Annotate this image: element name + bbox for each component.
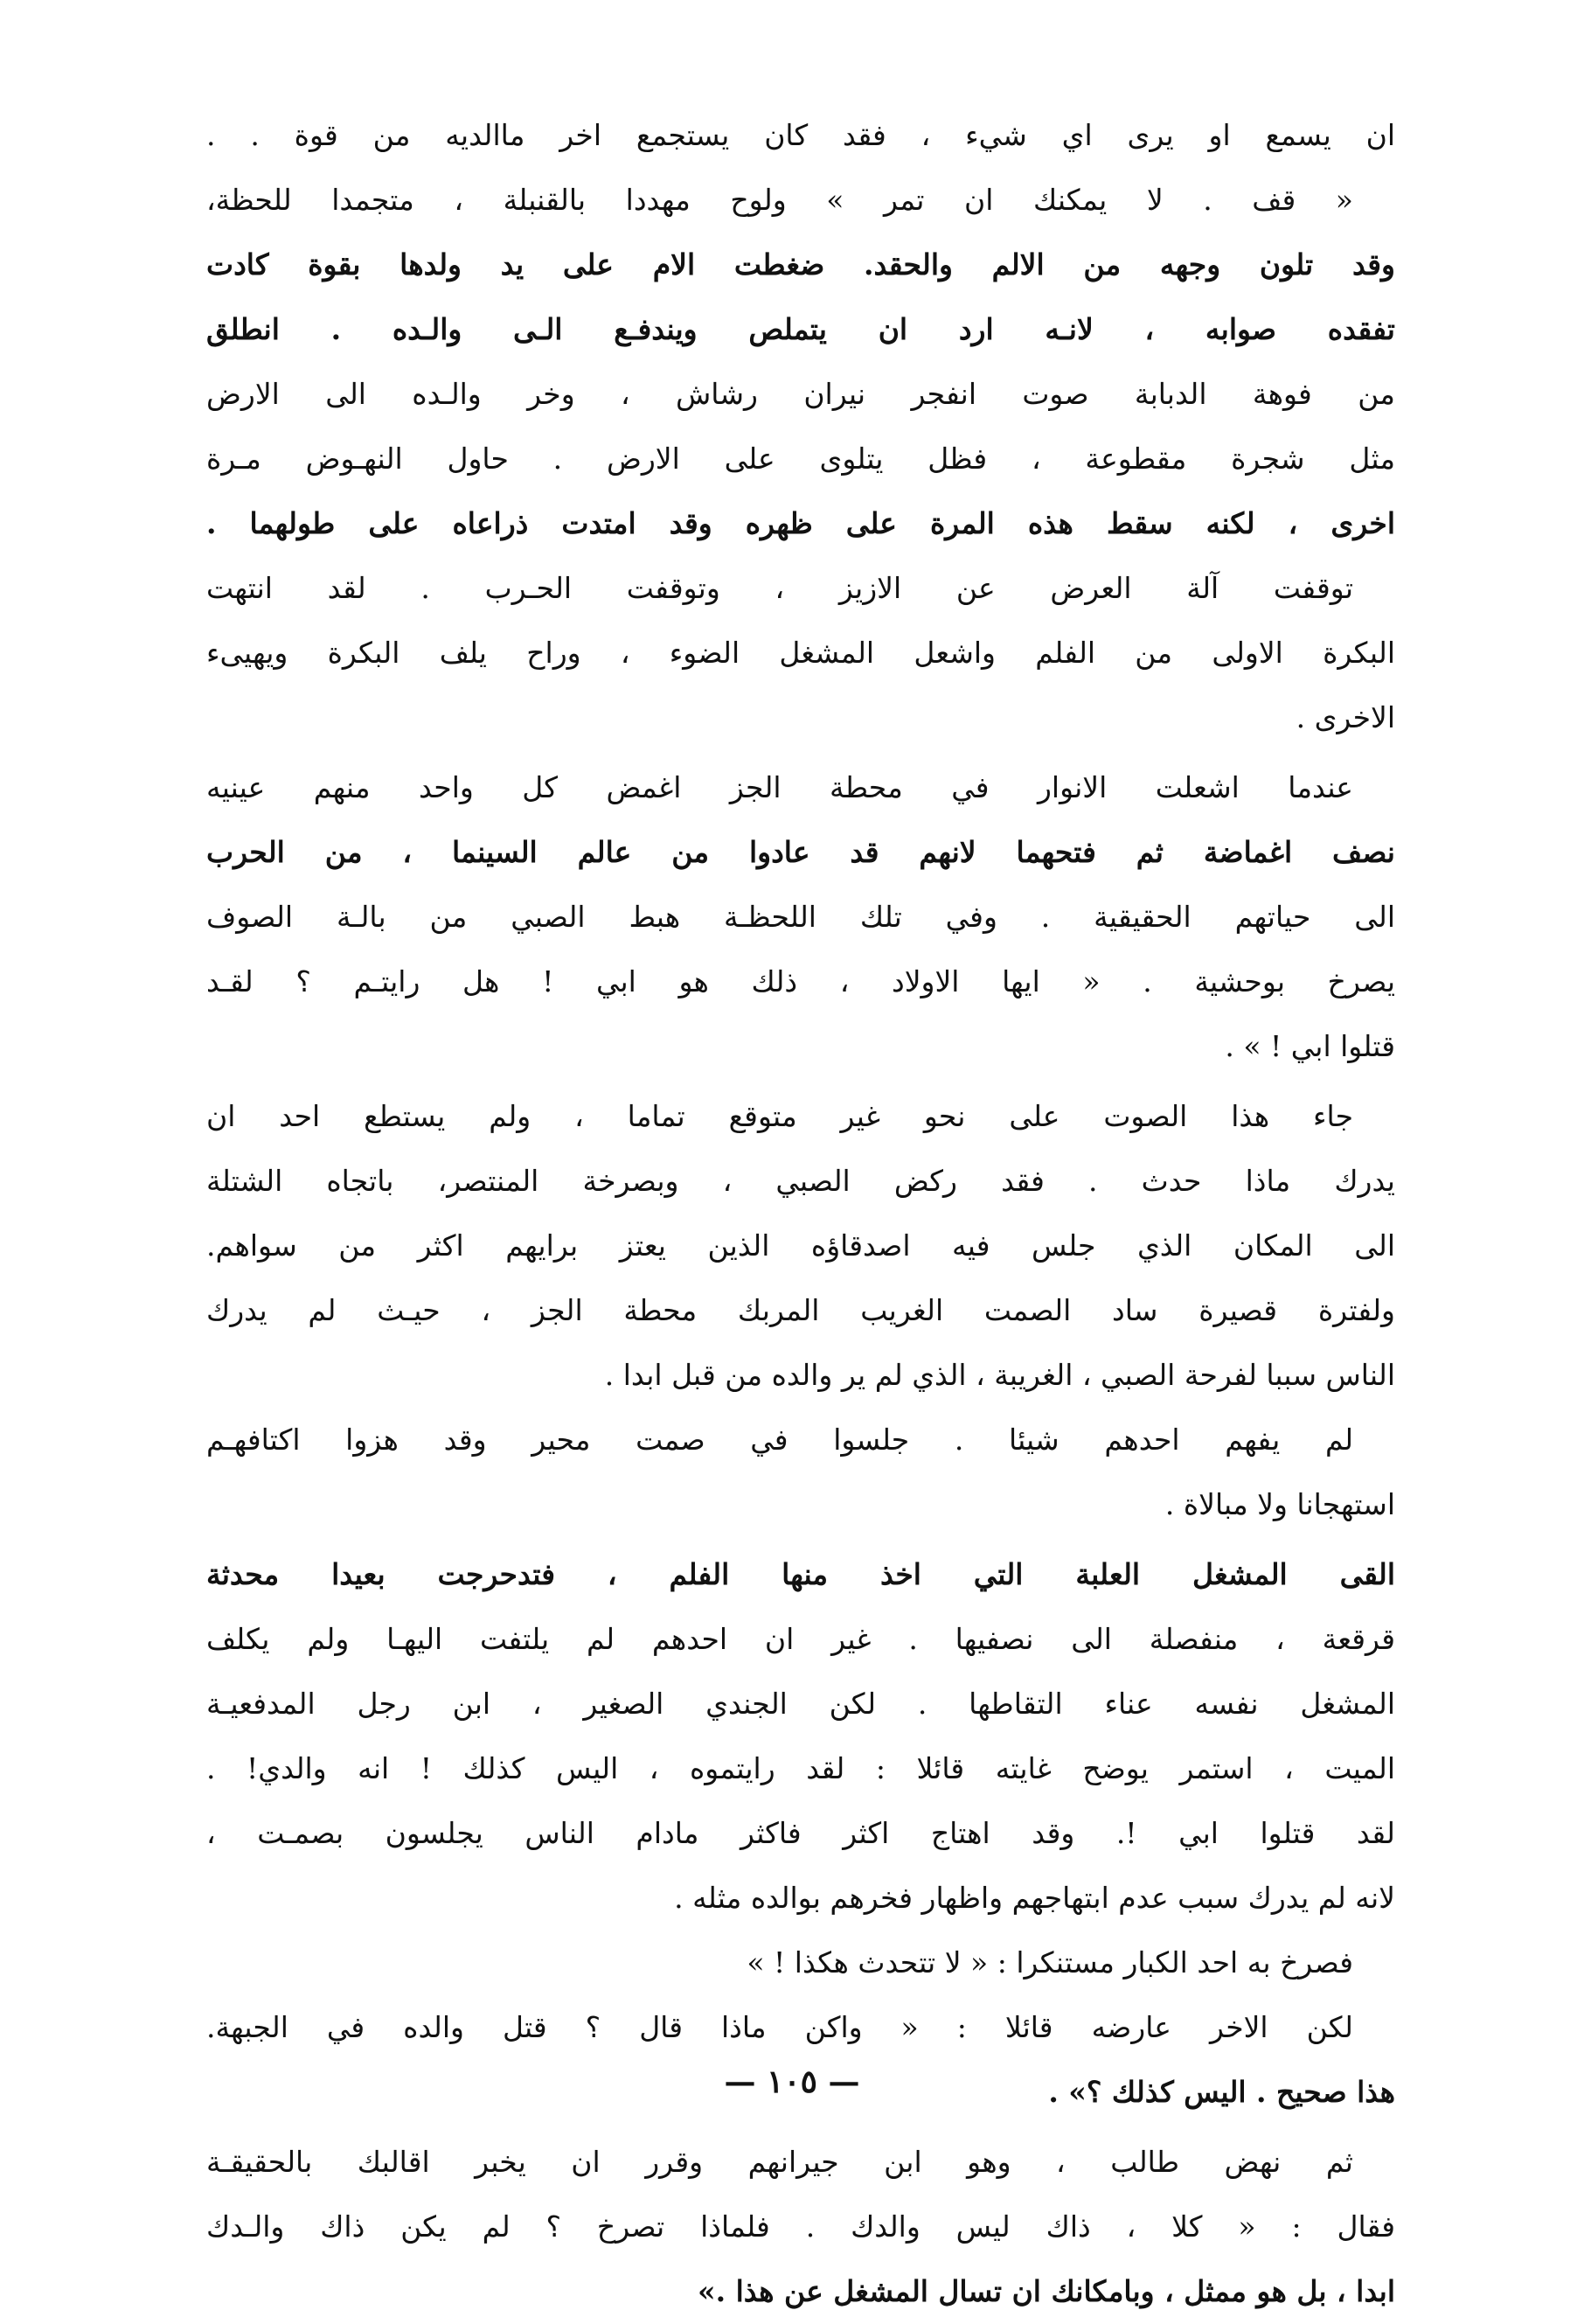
text-line: نصف اغماضة ثم فتحهما لانهم قد عادوا من عالم السينما ، من الحرب (206, 835, 1395, 869)
text-line: توقفت آلة العرض عن الازيز ، وتوقفت الحـرب . لقد انتهت (206, 571, 1353, 605)
text-line: قتلوا ابي ! » . (1225, 1029, 1395, 1063)
text-line: فقال : « كلا ، ذاك ليس والدك . فلماذا تصرخ ؟ لم يكن ذاك والـدك (206, 2209, 1395, 2244)
text-line: تفقده صوابه ، لانـه ارد ان يتملص ويندفـع الـى والـده . انطلق (206, 312, 1395, 346)
text-line: استهجانا ولا مبالاة . (1164, 1487, 1395, 1521)
text-line: اخرى ، لكنه سقط هذه المرة على ظهره وقد امتدت ذراعاه على طولهما . (206, 506, 1395, 540)
text-line: لم يفهم احدهم شيئا . جلسوا في صمت محير وقد هزوا اكتافهـم (206, 1423, 1353, 1457)
text-line: جاء هذا الصوت على نحو غير متوقع تماما ، ولم يستطع احد ان (206, 1099, 1353, 1133)
text-line: ولفترة قصيرة ساد الصمت الغريب المربك محطة الجز ، حيـث لم يدرك (206, 1293, 1395, 1327)
text-line: القى المشغل العلبة التي اخذ منها الفلم ، فتدحرجت بعيدا محدثة (206, 1557, 1395, 1591)
text-line: هذا صحيح . اليس كذلك ؟» . (1048, 2075, 1395, 2109)
text-line: ان يسمع او يرى اي شيء ، فقد كان يستجمع اخر ماالديه من قوة . . (206, 118, 1395, 152)
body-text (206, 103, 1395, 2324)
text-line: الاخرى . (1296, 700, 1395, 734)
text-line: يصرخ بوحشية . « ايها الاولاد ، ذلك هو ابي ! هل رايتـم ؟ لقـد (206, 964, 1395, 998)
text-line: الميت ، استمر يوضح غايته قائلا : لقد رايتموه ، اليس كذلك ! انه والدي! . (206, 1751, 1395, 1785)
text-line: من فوهة الدبابة صوت انفجر نيران رشاش ، وخر والـده الى الارض (206, 377, 1395, 411)
text-line: لكن الاخر عارضه قائلا : « واكن ماذا قال ؟ قتل والده في الجبهة. (206, 2010, 1353, 2044)
text-line: ثم نهض طالب ، وهو ابن جيرانهم وقرر ان يخبر اقالبك بالحقيقـة (206, 2145, 1353, 2179)
text-line: البكرة الاولى من الفلم واشعل المشغل الضوء ، وراح يلف البكرة ويهيىء (206, 636, 1395, 670)
text-line: الى المكان الذي جلس فيه اصدقاؤه الذين يعتز برايهم اكثر من سواهم. (206, 1228, 1395, 1263)
text-line: وقد تلون وجهه من الالم والحقد. ضغطت الام على يد ولدها بقوة كادت (206, 247, 1395, 282)
text-line: فصرخ به احد الكبار مستنكرا : « لا تتحدث هكذا ! » (747, 1945, 1353, 1980)
text-line: مثل شجرة مقطوعة ، فظل يتلوى على الارض . حاول النهـوض مـرة (206, 442, 1395, 476)
text-line: لانه لم يدرك سبب عدم ابتهاجهم واظهار فخرهم بوالده مثله . (674, 1881, 1395, 1915)
text-line: عندما اشعلت الانوار في محطة الجز اغمض كل واحد منهم عينيه (206, 770, 1353, 804)
text-line: لقد قتلوا ابي !. وقد اهتاج اكثر فاكثر مادام الناس يجلسون بصمـت ، (206, 1816, 1395, 1850)
text-line: « قف . لا يمكنك ان تمر » ولوح مهددا بالقنبلة ، متجمدا للحظة، (206, 183, 1353, 217)
text-line: قرقعة ، منفصلة الى نصفيها . غير ان احدهم لم يلتفت اليهـا ولم يكلف (206, 1622, 1395, 1656)
text-line: ابدا ، بل هو ممثل ، وبامكانك ان تسال المشغل عن هذا .» (698, 2274, 1395, 2308)
text-line: يدرك ماذا حدث . فقد ركض الصبي ، وبصرخة المنتصر، باتجاه الشتلة (206, 1164, 1395, 1198)
text-line: الى حياتهم الحقيقية . وفي تلك اللحظـة هبط الصبي من بالـة الصوف (206, 900, 1395, 934)
text-line: الناس سببا لفرحة الصبي ، الغريبة ، الذي لم ير والده من قبل ابدا . (604, 1358, 1395, 1392)
text-line: المشغل نفسه عناء التقاطها . لكن الجندي الصغير ، ابن رجل المدفعيـة (206, 1687, 1395, 1721)
page-number: — ١٠٥ — (724, 2063, 860, 2100)
